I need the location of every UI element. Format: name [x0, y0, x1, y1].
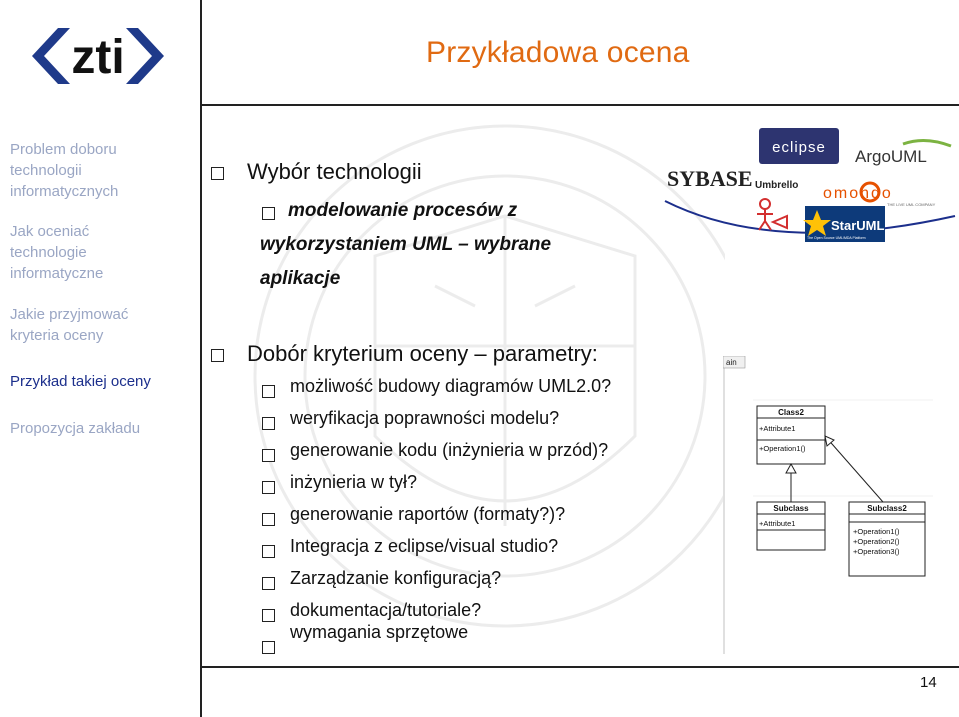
sidebar-item-label: Przykład takiej oceny [10, 373, 151, 390]
criteria-item: inżynieria w tył? [290, 472, 418, 492]
sybase-logo [667, 166, 753, 191]
criteria-item: dokumentacja/tutoriale? [290, 600, 482, 620]
divider-bottom [200, 666, 959, 668]
criteria-item: generowanie kodu (inżynieria w przód)? [290, 440, 609, 460]
criteria-item: Zarządzanie konfiguracją? [290, 568, 502, 588]
class-attribute: +Attribute1 [759, 424, 796, 433]
sidebar-item-label: Jakie przyjmować [10, 306, 129, 323]
class-operation: +Operation1() [853, 527, 900, 536]
umbrello-logo-text: Umbrello [755, 180, 799, 191]
sidebar-item-propozycja[interactable] [10, 418, 140, 439]
sub-bullet-text: wykorzystaniem UML – wybrane [260, 234, 552, 255]
staruml-sub-text: The Open Source UML/MDA Platform [807, 236, 866, 240]
bullet-square [211, 349, 224, 362]
bullet-square [211, 167, 224, 180]
omondo-logo-text: omondo [823, 185, 893, 202]
sub-bullet-text: aplikacje [260, 268, 341, 289]
bullet-text: Wybór technologii [247, 159, 422, 184]
zti-logo [18, 18, 178, 94]
diagram-tab-label: ain [726, 358, 737, 367]
page-title: Przykładowa ocena [426, 36, 690, 69]
eclipse-logo [759, 128, 839, 164]
class-name: Subclass [773, 504, 809, 513]
sidebar-item-label: technologii [10, 162, 82, 179]
bullet-square [262, 481, 275, 494]
criteria-item: generowanie raportów (formaty?)? [290, 504, 566, 524]
omondo-sub-text: THE LIVE UML COMPANY [887, 202, 936, 207]
bullet-square [262, 641, 275, 654]
bullet-square [262, 609, 275, 622]
uml-tools-logos [655, 106, 959, 256]
bullet-square [262, 417, 275, 430]
class-operation: +Operation3() [853, 547, 900, 556]
criteria-item: możliwość budowy diagramów UML2.0? [290, 376, 612, 396]
bullet-square [262, 385, 275, 398]
bullet-square [262, 513, 275, 526]
page-number: 14 [920, 674, 937, 691]
class-name: Class2 [778, 408, 804, 417]
sidebar-item-label: informatyczne [10, 265, 104, 282]
sidebar-item-problem[interactable] [10, 139, 118, 202]
umbrello-logo [755, 180, 798, 230]
sidebar [0, 0, 200, 717]
argouml-logo [855, 140, 951, 166]
sidebar-item-label: informatycznych [10, 183, 119, 200]
argouml-logo-text: ArgoUML [855, 147, 927, 166]
sidebar-item-przyklad[interactable] [10, 371, 151, 392]
logo-text: zti [71, 31, 125, 84]
sidebar-item-label: kryteria oceny [10, 327, 104, 344]
bullet-square [262, 207, 275, 220]
uml-class-box [757, 502, 825, 550]
class-name: Subclass2 [867, 504, 907, 513]
bullet-square [262, 545, 275, 558]
sidebar-item-label: technologie [10, 244, 87, 261]
bullet-square [262, 449, 275, 462]
staruml-logo-text: StarUML [831, 218, 885, 233]
divider-vertical [200, 0, 202, 717]
uml-class-box [849, 502, 925, 576]
criteria-item: Integracja z eclipse/visual studio? [290, 536, 559, 556]
sidebar-item-jak-oceniac[interactable] [10, 221, 103, 284]
uml-class-diagram [723, 356, 950, 654]
sidebar-item-label: Propozycja zakładu [10, 420, 141, 437]
sub-bullet-text: modelowanie procesów z [288, 200, 518, 221]
staruml-logo [803, 206, 885, 242]
sybase-logo-text: SYBASE [667, 166, 753, 191]
uml-class-box [757, 406, 825, 464]
criteria-item: wymagania sprzętowe [290, 622, 469, 642]
criteria-item: weryfikacja poprawności modelu? [290, 408, 560, 428]
sidebar-item-label: Jak oceniać [10, 223, 90, 240]
bullet-square [262, 577, 275, 590]
sidebar-item-label: Problem doboru [10, 141, 117, 158]
class-operation: +Operation1() [759, 444, 806, 453]
eclipse-logo-text: eclipse [772, 139, 826, 156]
class-operation: +Operation2() [853, 537, 900, 546]
bullet-text: Dobór kryterium oceny – parametry: [247, 341, 598, 366]
sidebar-item-kryteria[interactable] [10, 304, 128, 346]
omondo-logo [823, 183, 936, 207]
class-attribute: +Attribute1 [759, 519, 796, 528]
